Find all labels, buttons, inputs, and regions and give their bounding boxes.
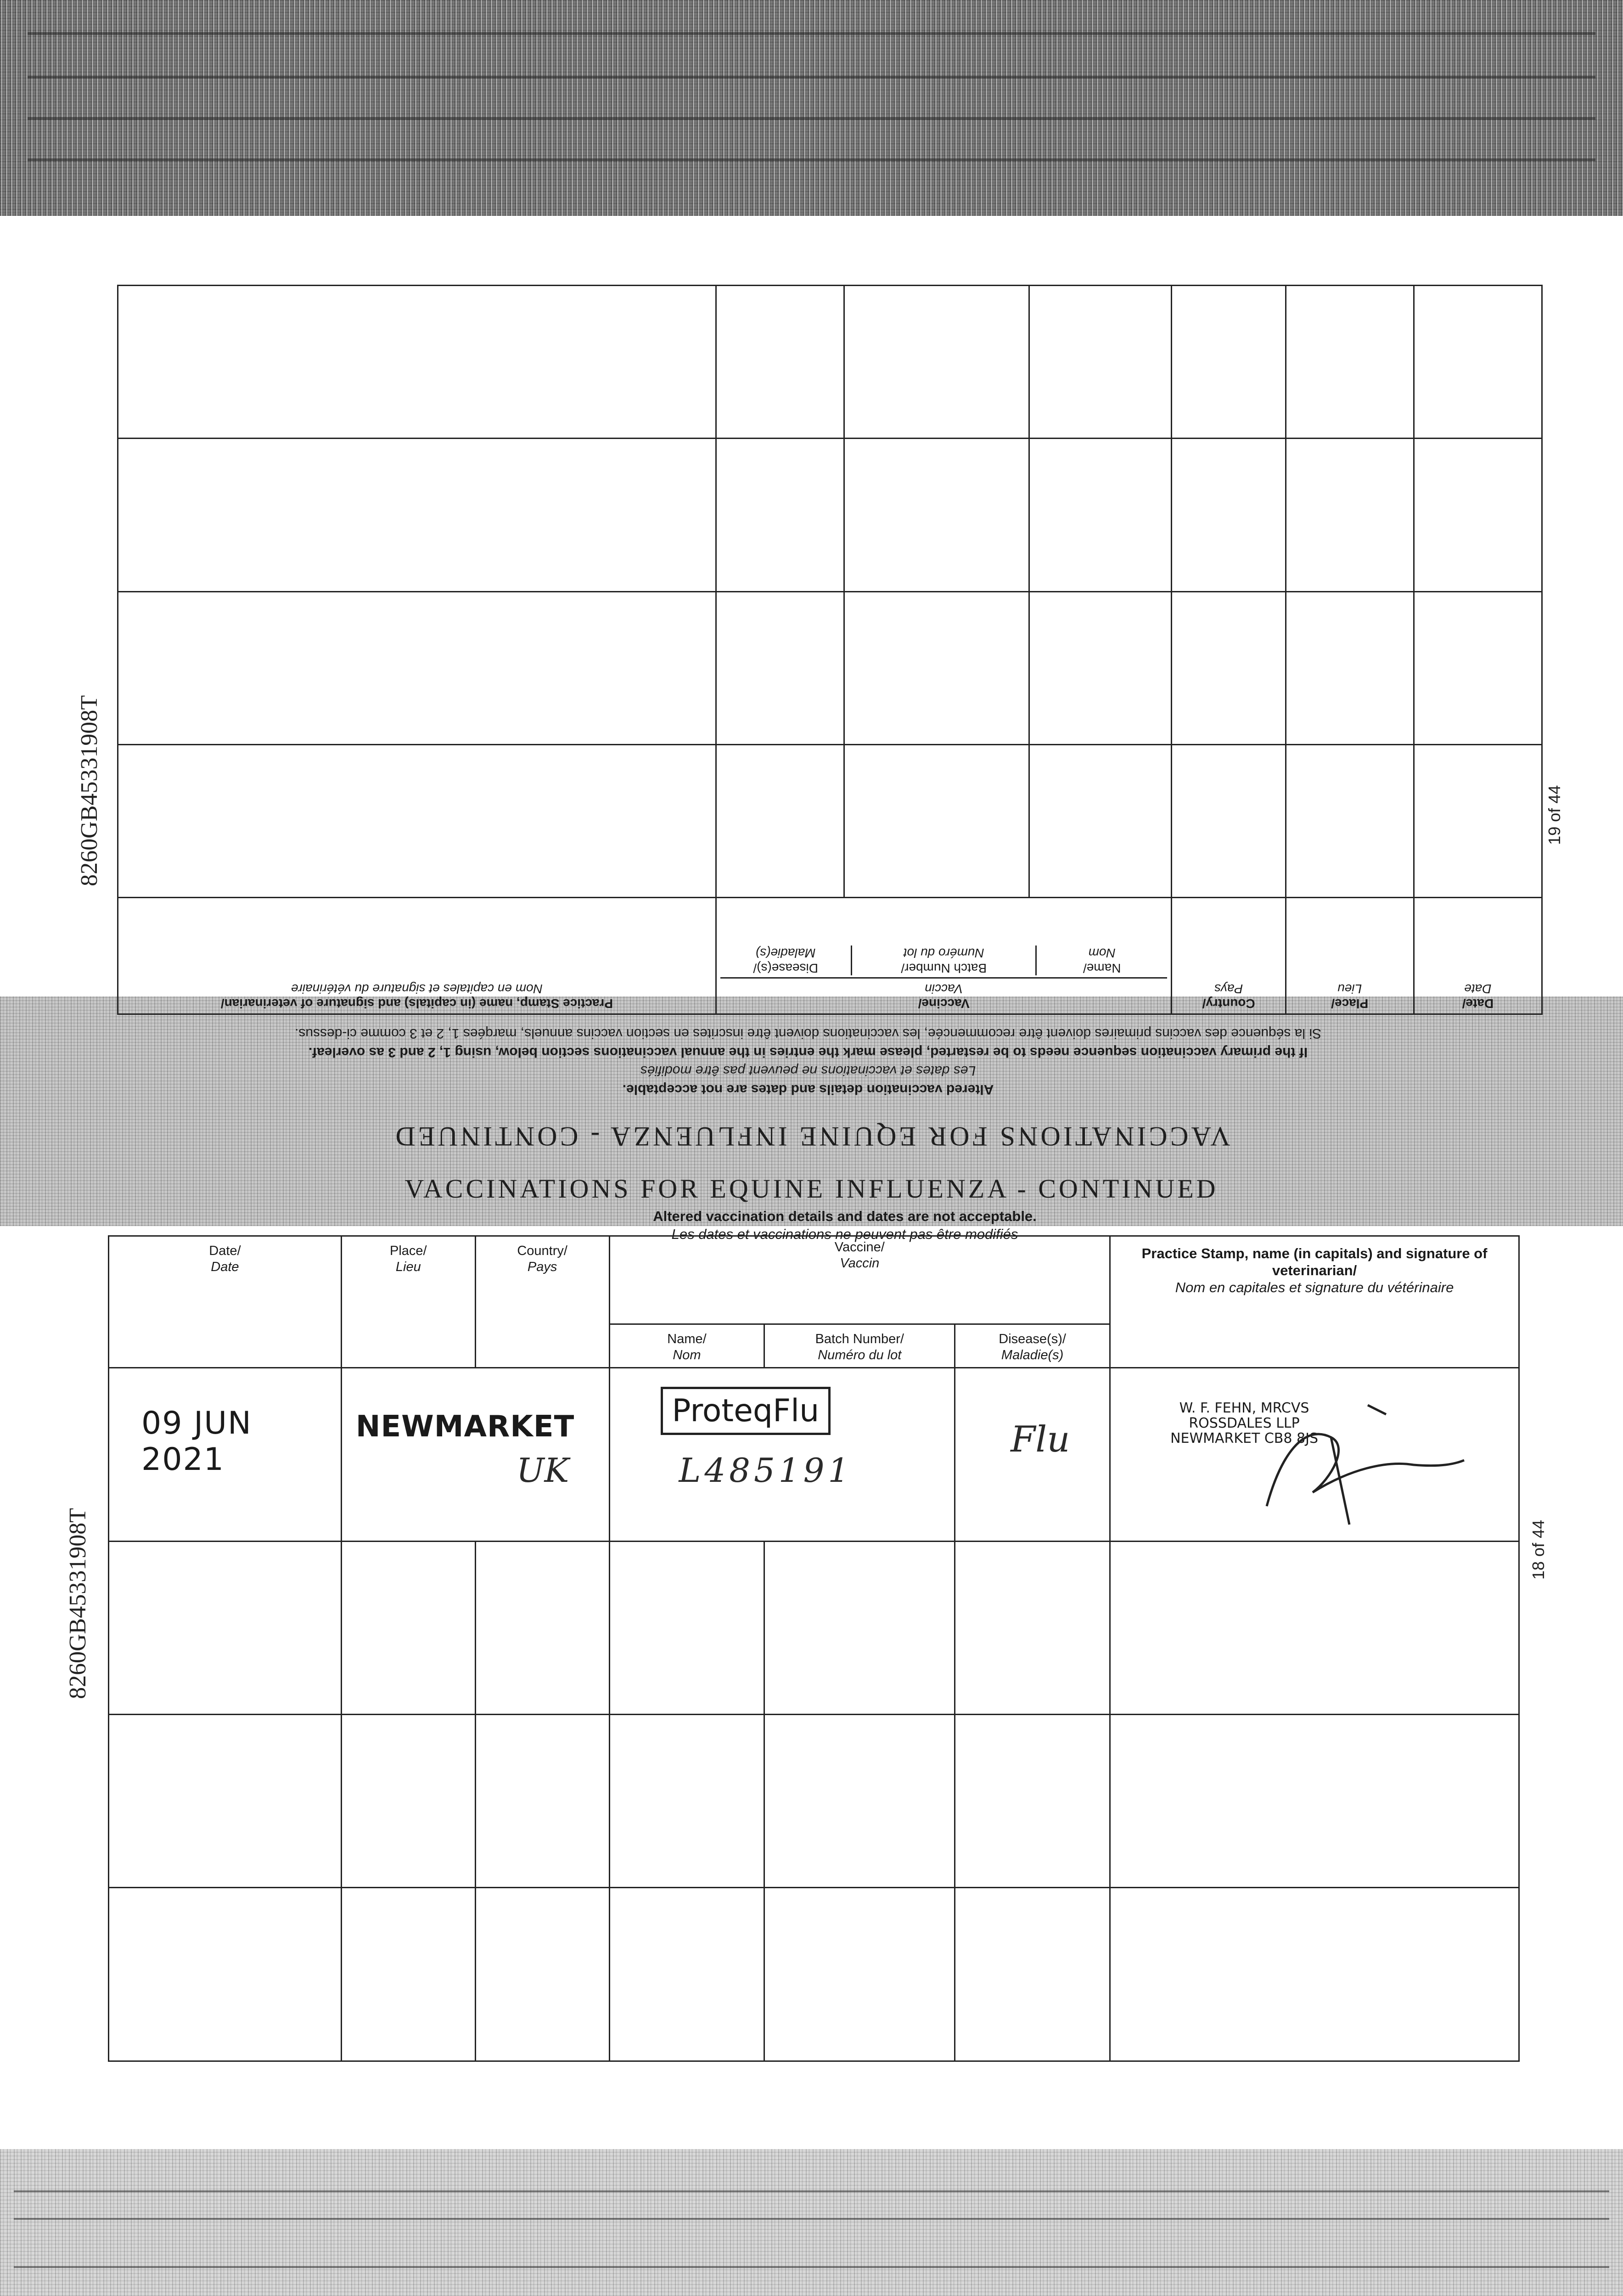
- table-cell[interactable]: [341, 1541, 475, 1714]
- header-batch: Batch Number/ Numéro du lot: [851, 945, 1035, 975]
- entry-place-country-cell[interactable]: [341, 1368, 609, 1541]
- table-cell[interactable]: [844, 591, 1029, 744]
- section-title-lower: VACCINATIONS FOR EQUINE INFLUENZA - CONTINUED: [404, 1174, 1219, 1204]
- table-row: [109, 1368, 1519, 1541]
- page-count-lower: 18 of 44: [1529, 1519, 1548, 1580]
- lower-vaccination-form: [108, 1235, 1520, 2062]
- table-cell[interactable]: [1172, 591, 1286, 744]
- note-altered-fr: Les dates et vaccinations ne peuvent pas être modifiés: [640, 1063, 976, 1079]
- upper-form-notes: [220, 1024, 1396, 1098]
- upper-vaccination-form: [117, 285, 1543, 1015]
- table-cell[interactable]: [475, 1541, 609, 1714]
- veterinary-practice-stamp: W. F. FEHN, MRCVS ROSSDALES LLP NEWMARKET CB8 8JS: [1170, 1400, 1318, 1447]
- header-place: Place/ Lieu: [341, 1236, 475, 1368]
- entry-vaccine-batch-cell[interactable]: [609, 1368, 955, 1541]
- table-cell[interactable]: [764, 1715, 955, 1888]
- vaccine-name-stamp: ProteqFlu: [661, 1387, 831, 1435]
- table-cell[interactable]: [1172, 286, 1286, 439]
- table-cell[interactable]: [716, 439, 844, 591]
- document-ref-lower: 8260GB45331908T: [65, 1508, 91, 1699]
- header-country: Country/ Pays: [1172, 898, 1286, 1014]
- header-disease: Disease(s)/ Maladie(s): [753, 946, 818, 975]
- table-cell[interactable]: [844, 286, 1029, 439]
- entry-stamp-cell[interactable]: [1110, 1368, 1519, 1541]
- table-cell[interactable]: [109, 1715, 342, 1888]
- table-cell[interactable]: [109, 1541, 342, 1714]
- table-cell[interactable]: [955, 1888, 1110, 2061]
- header-disease: Disease(s)/ Maladie(s): [955, 1324, 1110, 1368]
- table-cell[interactable]: [1414, 591, 1542, 744]
- handwritten-disease: Flu: [1011, 1419, 1070, 1461]
- note-primary-fr: Si la séquence des vaccins primaires doivent être recommencée, les vaccinations doivent être inscrites en section vaccins annuels, marqées 1, 2 et 3 comme ci-dessus.: [294, 1026, 1322, 1041]
- table-cell[interactable]: [609, 1888, 764, 2061]
- table-cell[interactable]: [609, 1541, 764, 1714]
- table-cell[interactable]: [764, 1541, 955, 1714]
- table-cell[interactable]: [716, 744, 844, 897]
- stamped-date: 09 JUN 2021: [141, 1405, 252, 1478]
- header-vaccine: Vaccine/ Vaccin: [609, 1236, 1110, 1324]
- table-cell[interactable]: [1029, 744, 1172, 897]
- table-cell[interactable]: [1414, 439, 1542, 591]
- table-cell[interactable]: [1414, 744, 1542, 897]
- table-cell[interactable]: [1414, 286, 1542, 439]
- table-cell[interactable]: [118, 286, 716, 439]
- table-row: [109, 1888, 1519, 2061]
- table-cell[interactable]: [118, 591, 716, 744]
- table-cell[interactable]: [1286, 744, 1414, 897]
- document-ref-upper: 8260GB45331908T: [76, 695, 102, 886]
- table-cell[interactable]: [1029, 286, 1172, 439]
- table-row: [118, 591, 1542, 744]
- note-altered-fr: Les dates et vaccinations ne peuvent pas être modifiés: [671, 1226, 1018, 1242]
- table-cell[interactable]: [1110, 1541, 1519, 1714]
- entry-date-cell[interactable]: [109, 1368, 342, 1541]
- table-cell[interactable]: [1110, 1715, 1519, 1888]
- table-cell[interactable]: [1172, 439, 1286, 591]
- page-count-upper: 19 of 44: [1545, 785, 1564, 845]
- header-stamp: Practice Stamp, name (in capitals) and signature of veterinarian/ Nom en capitales et signature du vétérinaire: [1110, 1236, 1519, 1368]
- table-cell[interactable]: [609, 1715, 764, 1888]
- table-cell[interactable]: [844, 744, 1029, 897]
- table-row: [109, 1541, 1519, 1714]
- table-row: [118, 439, 1542, 591]
- section-title-upper: VACCINATIONS FOR EQUINE INFLUENZA - CONTINUED: [393, 1121, 1230, 1152]
- header-vaccine: Vaccine/ Vaccin Name/ Nom Batch Number/ Numéro du lot Disease(s)/ Maladie(s): [716, 898, 1172, 1014]
- header-stamp: Practice Stamp, name (in capitals) and signature of veterinarian/ Nom en capitales et signature du vétérinaire: [118, 898, 716, 1014]
- table-cell[interactable]: [341, 1715, 475, 1888]
- header-place: Place/ Lieu: [1286, 898, 1414, 1014]
- header-date: Date/ Date: [109, 1236, 342, 1368]
- table-cell[interactable]: [764, 1888, 955, 2061]
- table-cell[interactable]: [475, 1715, 609, 1888]
- header-name: Name/ Nom: [1035, 945, 1168, 975]
- table-cell[interactable]: [1029, 591, 1172, 744]
- vet-signature: [1212, 1387, 1469, 1534]
- note-altered-en: Altered vaccination details and dates are not acceptable.: [653, 1208, 1037, 1224]
- table-cell[interactable]: [1286, 286, 1414, 439]
- header-name: Name/ Nom: [609, 1324, 764, 1368]
- table-cell[interactable]: [475, 1888, 609, 2061]
- note-primary-en: If the primary vaccination sequence needs to be restarted, please mark the entries in the annual vaccinations section below, using 1, 2 and 3 as overleaf.: [308, 1045, 1308, 1060]
- table-cell[interactable]: [118, 744, 716, 897]
- handwritten-country: UK: [516, 1451, 569, 1490]
- header-country: Country/ Pays: [475, 1236, 609, 1368]
- entry-disease-cell[interactable]: [955, 1368, 1110, 1541]
- lower-vaccination-table: [108, 1235, 1520, 2062]
- stamped-place: NEWMARKET: [355, 1410, 575, 1444]
- header-date: Date/ Date: [1414, 898, 1542, 1014]
- scan-noise-top: [0, 0, 1623, 216]
- handwritten-batch-number: L485191: [679, 1451, 853, 1490]
- table-cell[interactable]: [1029, 439, 1172, 591]
- header-batch: Batch Number/ Numéro du lot: [764, 1324, 955, 1368]
- table-cell[interactable]: [955, 1715, 1110, 1888]
- note-altered-en: Altered vaccination details and dates are not acceptable.: [622, 1082, 994, 1097]
- table-row: [118, 744, 1542, 897]
- table-cell[interactable]: [716, 286, 844, 439]
- table-row: [118, 286, 1542, 439]
- upper-vaccination-table: [117, 285, 1543, 1015]
- table-cell[interactable]: [1286, 439, 1414, 591]
- table-cell[interactable]: [1286, 591, 1414, 744]
- table-cell[interactable]: [341, 1888, 475, 2061]
- table-cell[interactable]: [716, 591, 844, 744]
- scan-noise-bottom: [0, 2149, 1623, 2296]
- table-cell[interactable]: [1110, 1888, 1519, 2061]
- table-cell[interactable]: [1172, 744, 1286, 897]
- table-row: [109, 1715, 1519, 1888]
- table-cell[interactable]: [844, 439, 1029, 591]
- table-cell[interactable]: [109, 1888, 342, 2061]
- table-cell[interactable]: [118, 439, 716, 591]
- table-cell[interactable]: [955, 1541, 1110, 1714]
